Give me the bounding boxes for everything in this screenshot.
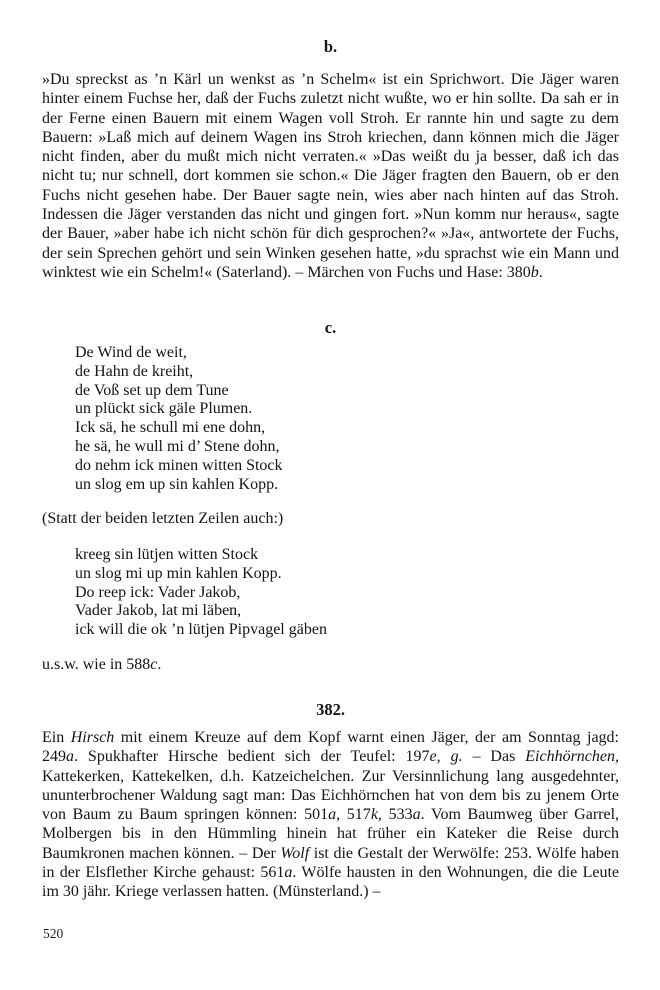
paragraph-section-382 xyxy=(42,728,619,902)
verse-line: un slog mi up min kahlen Kopp. xyxy=(75,564,282,582)
verse-line: do nehm ick minen witten Stock xyxy=(75,456,283,474)
verse-line: de Voß set up dem Tune xyxy=(75,381,229,399)
verse-line: Vader Jakob, lat mi läben, xyxy=(75,602,242,620)
page-number: 520 xyxy=(43,926,64,941)
verse-footer-reference xyxy=(42,655,619,674)
paragraph-section-b xyxy=(42,70,619,282)
verse-line: un plückt sick gäle Plumen. xyxy=(75,400,253,418)
verse-stanza-1 xyxy=(75,344,495,494)
section-heading-382: 382. xyxy=(316,700,345,719)
italic-text-segment: Wolf xyxy=(280,844,310,862)
italic-text-segment: k, xyxy=(370,806,382,824)
text-segment: . xyxy=(157,656,162,673)
text-segment: Ein xyxy=(42,729,71,746)
italic-text-segment: a xyxy=(66,748,74,766)
verse-line: un slog em up sin kahlen Kopp. xyxy=(75,475,279,493)
italic-text-segment: c xyxy=(150,656,158,673)
verse-stanza-2 xyxy=(75,546,495,640)
section-heading-c: c. xyxy=(324,318,337,337)
text-segment: »Du spreckst as ’n Kärl un wenkst as ’n Schelm« ist ein Sprichwort. Die Jäger waren hinter einem Fuchse her, daß der Fuchs zuletzt nicht wußte, wo er hin sollte. Da sah er in der Ferne einen Bauern mit einem Wagen voll Stroh. Er rannte hin und sagte zu dem Bauern: »Laß mich auf deinem Wagen ins Stroh kriechen, dann können mich die Jäger nicht finden, aber du mußt mich nicht verraten.« »Das weißt du ja besser, daß ich das nicht tu; nur schnell, dort kommen sie schon.« Die Jäger fragten den Bauern, ob er den Fuchs nicht gesehen habe. Der Bauer sagte nein, wies aber nach hinten auf das Stroh. Indessen die Jäger verstanden das nicht und gingen fort. »Nun komm nur heraus«, sagte der Bauer, »aber habe ich nicht schön für dich gesprochen?« »Ja«, antwortete der Fuchs, der sein Sprechen gehört und sein Winken gesehen hatte, »du sprachst wie ein Mann und winktest wie ein Schelm!« (Saterland). – Märchen von Fuchs und Hase: 380 xyxy=(42,71,619,281)
text-segment: . Wölfe hausten in den Wohnungen, die die Leute im 30 jähr. Kriege verlassen hatten. (Münsterland.) – xyxy=(42,864,619,901)
verse-line: Ick sä, he schull mi ene dohn, xyxy=(75,419,266,437)
text-segment: u.s.w. wie in 588 xyxy=(42,656,151,673)
text-segment: Kattekerken, Kattekelken, d.h. Katzeichelchen. Zur Versinnlichung lang ausgedehnter, ununterbrochener Waldung sagt man: Das Eichhörnchen hat von dem bis zu jenem Orte von Baum zu Baum springen können: 501 xyxy=(42,767,619,824)
text-segment: , 517 xyxy=(336,806,371,824)
verse-line: De Wind de weit, xyxy=(75,344,187,361)
verse-line: Do reep ick: Vader Jakob, xyxy=(75,583,241,601)
italic-text-segment: Eichhörnchen, xyxy=(525,748,619,766)
text-segment: ist die Gestalt der Werwölfe: 253. Wölfe haben in der Elsflether Kirche gehaust: 561 xyxy=(42,844,620,882)
italic-text-segment: b xyxy=(530,263,539,281)
italic-text-segment: a xyxy=(412,806,421,824)
italic-text-segment: Hirsch xyxy=(70,729,115,746)
italic-text-segment: e, g. xyxy=(429,748,463,766)
text-segment: mit einem Kreuze auf dem Kopf warnt einen Jäger, der am Sonntag jagd: 249 xyxy=(42,729,619,766)
text-segment: . Spukhafter Hirsche bedient sich der Teufel: 197 xyxy=(74,748,430,766)
italic-text-segment: a xyxy=(284,864,293,882)
verse-alternative-note: (Statt der beiden letzten Zeilen auch:) xyxy=(42,510,284,527)
section-heading-b: b. xyxy=(323,37,338,56)
text-segment: 533 xyxy=(381,806,413,824)
text-segment: . xyxy=(538,263,543,281)
text-segment: . Vom Baumweg über Garrel, Molbergen bis in den Hümmling hinein hat früher ein Kateker die Reise durch Baumkronen machen können. – Der xyxy=(42,806,620,862)
italic-text-segment: a xyxy=(328,806,337,824)
text-segment: – Das xyxy=(462,748,526,766)
verse-line: ick will die ok ’n lütjen Pipvagel gäben xyxy=(75,621,327,639)
verse-line: de Hahn de kreiht, xyxy=(75,362,194,380)
verse-line: he sä, he wull mi d’ Stene dohn, xyxy=(75,437,280,455)
verse-line: kreeg sin lütjen witten Stock xyxy=(75,546,259,563)
